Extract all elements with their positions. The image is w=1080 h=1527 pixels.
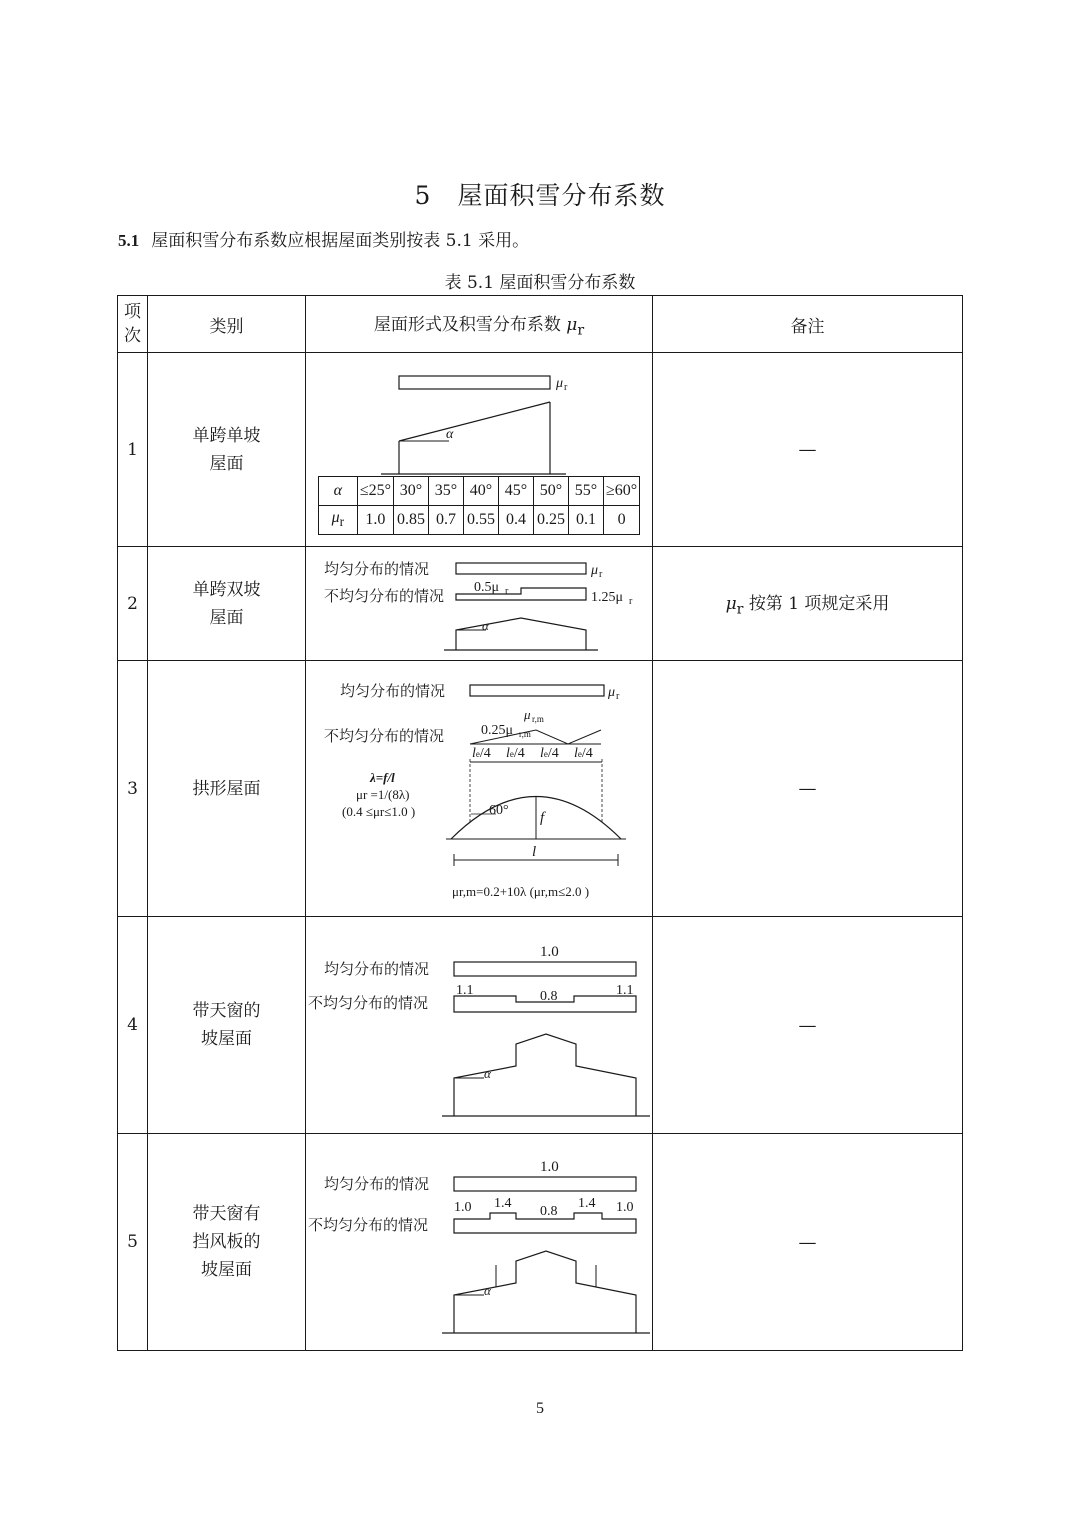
double-slope-diagram [306,550,652,658]
row-index: 4 [118,917,148,1134]
svg-text:1.0: 1.0 [454,1200,472,1215]
svg-text:r,m: r,m [532,713,544,724]
svg-text:le/4: le/4 [506,745,525,761]
row-remark: — [653,917,963,1134]
svg-text:r: r [599,568,603,580]
table-row [118,353,963,547]
chapter-number: 5 [414,181,432,210]
row-category: 拱形屋面 [148,661,306,917]
svg-text:μ: μ [591,562,599,578]
svg-text:不均匀分布的情况: 不均匀分布的情况 [324,728,445,745]
header-remarks: 备注 [653,296,963,353]
svg-text:1.0: 1.0 [540,1159,559,1175]
mu-row: $\mu_r$ 1.0 0.85 0.7 0.55 0.4 0.25 0.1 0 [318,506,639,535]
chapter-title [0,176,1080,212]
table-row [118,547,963,661]
skylight-diagram [306,920,652,1130]
figure-skylight [306,917,653,1134]
svg-text:μ: μ [608,684,616,700]
header-index: 项次 [118,296,148,353]
svg-text:1.0: 1.0 [540,944,559,960]
row-remark: — [653,1134,963,1351]
alpha-label: α [446,427,454,442]
svg-text:le/4: le/4 [472,745,491,761]
svg-text:(0.4 ≤μr≤1.0 ): (0.4 ≤μr≤1.0 ) [342,803,416,819]
svg-text:1.1: 1.1 [616,983,634,998]
figure-arched [306,661,653,917]
figure-double-slope [306,547,653,661]
table-header-row [118,296,963,353]
row-remark: — [653,353,963,547]
header-category: 类别 [148,296,306,353]
skylight-windboard-diagram [306,1137,652,1347]
svg-text:r: r [505,585,509,597]
svg-text:0.8: 0.8 [540,989,558,1004]
svg-text:λ=f/l: λ=f/l [370,769,395,785]
row-index: 1 [118,353,148,547]
row-remark: — [653,661,963,917]
svg-text:60°: 60° [489,802,509,818]
svg-text:r: r [629,595,633,607]
svg-text:α: α [484,1283,491,1298]
roof-slope-line [399,402,550,441]
svg-text:均匀分布的情况: 均匀分布的情况 [324,561,430,578]
snow-load-bar [399,376,550,389]
arched-roof-diagram [306,664,652,914]
svg-text:1.4: 1.4 [494,1196,512,1211]
figure-single-slope [306,353,653,547]
table-row [118,917,963,1134]
mu-sub-label: r [564,382,568,393]
single-slope-diagram [306,356,652,476]
figure-skylight-windboard [306,1134,653,1351]
alpha-row: α ≤25° 30° 35° 40° 45° 50° 55° ≥60° [318,477,639,506]
mu-label: μ [556,376,564,391]
svg-text:不均匀分布的情况: 不均匀分布的情况 [324,588,445,605]
svg-text:f: f [540,809,545,826]
clause-text: 屋面积雪分布系数应根据屋面类别按表 5.1 采用。 [151,231,530,251]
svg-text:1.4: 1.4 [578,1196,596,1211]
clause-number: 5.1 [118,231,140,250]
svg-text:0.25μ: 0.25μ [481,722,514,738]
row-category: 带天窗有挡风板的坡屋面 [148,1134,306,1351]
chapter-name: 屋面积雪分布系数 [457,181,666,210]
svg-text:r,m: r,m [519,728,531,739]
svg-text:le/4: le/4 [540,745,559,761]
svg-text:均匀分布的情况: 均匀分布的情况 [324,1177,430,1193]
alpha-mu-table [318,476,640,535]
svg-text:不均匀分布的情况: 不均匀分布的情况 [308,996,429,1012]
svg-text:r: r [616,690,620,702]
svg-text:不均匀分布的情况: 不均匀分布的情况 [308,1218,429,1234]
svg-text:μr,m=0.2+10λ (μr,m≤2.0 ): μr,m=0.2+10λ (μr,m≤2.0 ) [452,883,590,899]
snow-distribution-table [117,295,963,1351]
row-remark: $\mu_r$ 按第 1 项规定采用 [653,547,963,661]
row-category: 带天窗的坡屋面 [148,917,306,1134]
svg-text:α: α [484,1066,491,1081]
clause-5-1 [118,226,529,251]
svg-text:μ: μ [524,706,531,722]
svg-text:μr =1/(8λ): μr =1/(8λ) [356,786,410,802]
row-index: 2 [118,547,148,661]
svg-text:0.8: 0.8 [540,1204,558,1219]
row-index: 5 [118,1134,148,1351]
svg-text:1.0: 1.0 [616,1200,634,1215]
table-caption: 表 5.1 屋面积雪分布系数 [444,273,636,293]
svg-text:α: α [482,617,489,633]
table-row [118,661,963,917]
row-index: 3 [118,661,148,917]
header-figure: 屋面形式及积雪分布系数 $\mu_r$ [306,296,653,353]
table-row [118,1134,963,1351]
svg-text:均匀分布的情况: 均匀分布的情况 [340,683,446,700]
svg-text:l: l [532,843,537,860]
svg-text:le/4: le/4 [574,745,593,761]
svg-text:均匀分布的情况: 均匀分布的情况 [324,962,430,978]
svg-text:1.25μ: 1.25μ [591,589,624,605]
row-category: 单跨单坡屋面 [148,353,306,547]
row-category: 单跨双坡屋面 [148,547,306,661]
svg-text:0.5μ: 0.5μ [474,579,500,595]
page-number: 5 [536,1400,544,1417]
svg-text:1.1: 1.1 [456,983,474,998]
